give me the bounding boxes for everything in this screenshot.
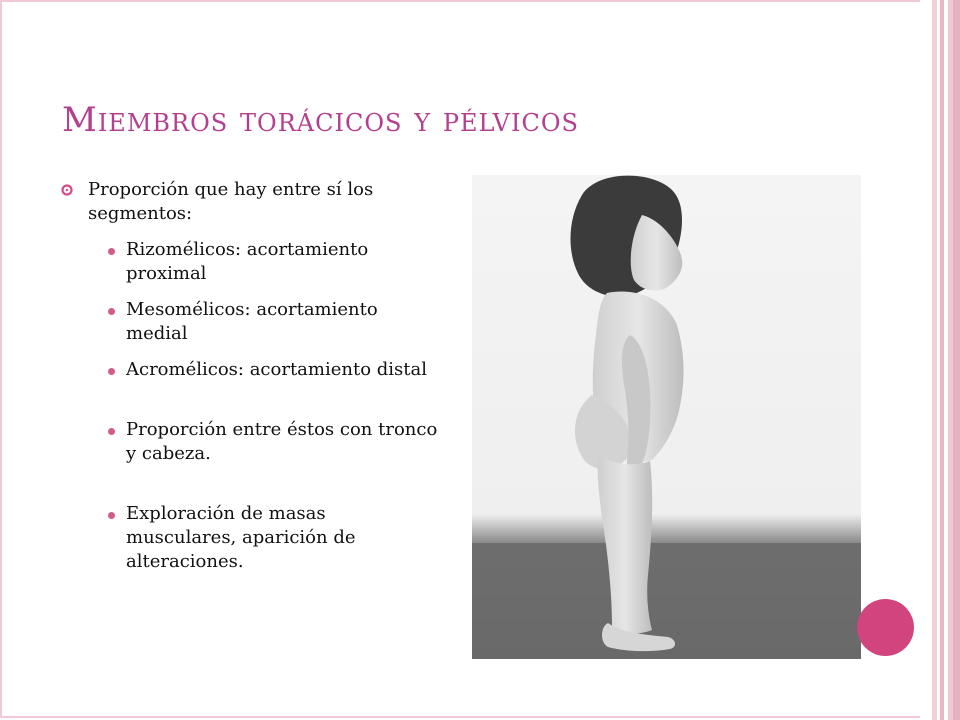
photo-illustration (472, 175, 861, 659)
bullet-item (60, 178, 440, 226)
bullet-dot-icon (108, 368, 115, 375)
bullet-dot-icon (108, 308, 115, 315)
bullet-dot-icon (108, 512, 115, 519)
sub-item-text: Rizomélicos: acortamiento proximal (126, 239, 369, 284)
sub-item-text: Mesomélicos: acortamiento medial (126, 299, 378, 344)
sub-item (60, 298, 440, 346)
sub-item-text: Exploración de masas musculares, aparición de alteraciones. (126, 503, 356, 572)
bullet-dot-icon (108, 428, 115, 435)
bullet-dot-icon (108, 248, 115, 255)
sub-list (60, 238, 440, 574)
sub-item (60, 502, 440, 574)
sub-item (60, 418, 440, 466)
decorative-stripes (920, 0, 960, 720)
slide-title: Miembros torácicos y pélvicos (62, 100, 579, 140)
sub-item-text: Proporción entre éstos con tronco y cabeza. (126, 419, 438, 464)
bullet-ring-icon (60, 183, 74, 197)
accent-circle (857, 599, 914, 656)
sub-item (60, 238, 440, 286)
sub-item-text: Acromélicos: acortamiento distal (126, 359, 428, 380)
bullet-list (60, 178, 440, 574)
bullet-text: Proporción que hay entre sí los segmentos: (88, 179, 374, 224)
sub-item (60, 358, 440, 382)
photo-of-child (472, 175, 861, 659)
